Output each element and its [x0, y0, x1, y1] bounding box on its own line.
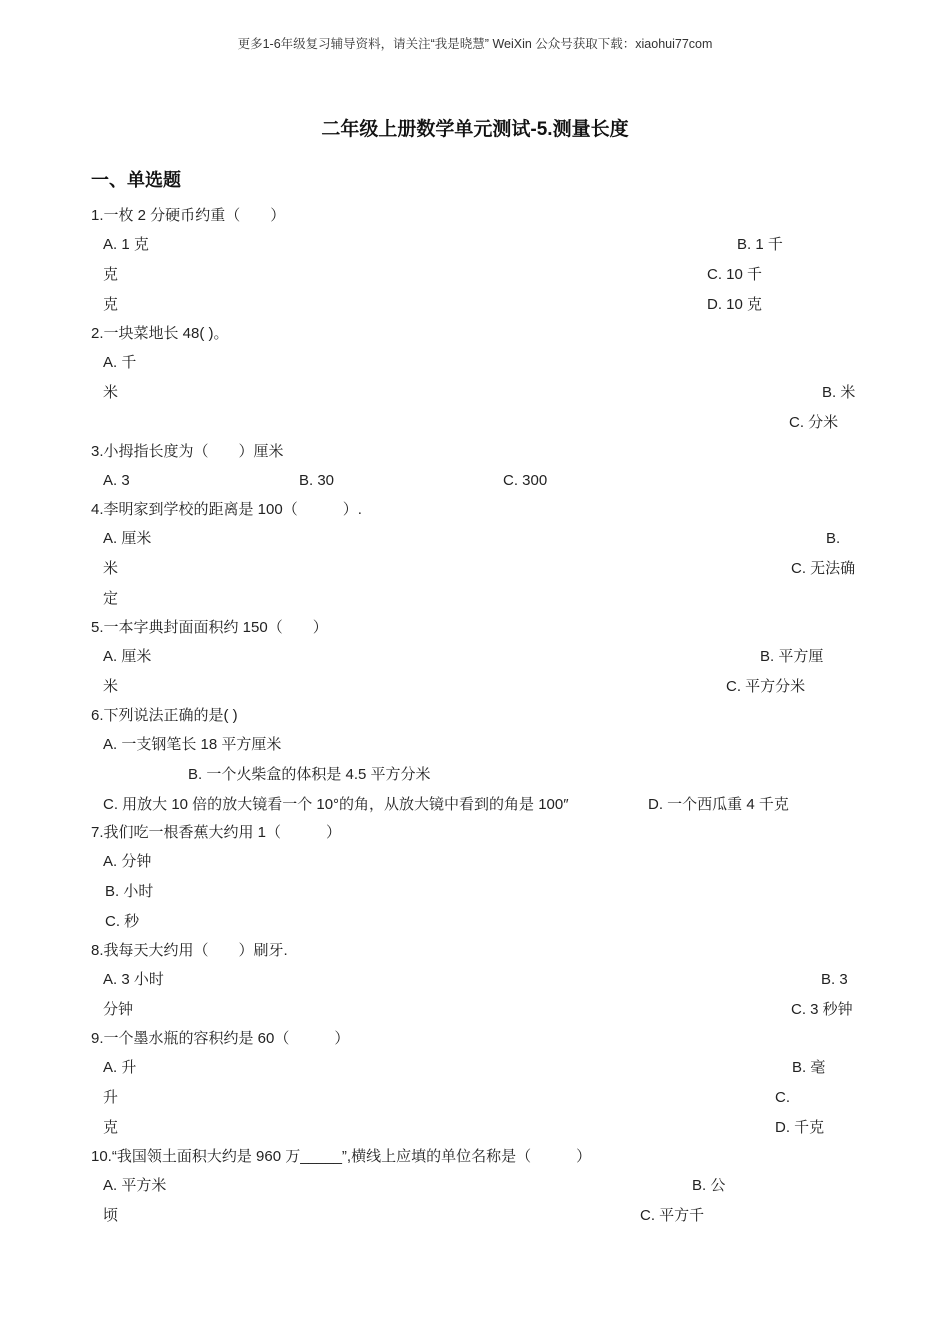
- option-text: C. 300: [503, 472, 548, 489]
- option-text: A. 厘米: [103, 648, 152, 665]
- option-text: A. 一支钢笔长 18 平方厘米: [103, 736, 282, 753]
- option-text: 米: [103, 384, 119, 401]
- option-text: C. 10 千: [707, 266, 763, 283]
- option-text: 米: [103, 560, 119, 577]
- option-text: C. 分米: [789, 414, 839, 431]
- option-text: A. 3 小时: [103, 971, 164, 988]
- option-text: B. 3: [821, 971, 848, 988]
- option-text: C. 秒: [105, 913, 140, 930]
- option-text: 克: [103, 296, 119, 313]
- option-text: A. 平方米: [103, 1177, 167, 1194]
- option-text: C. 用放大 10 倍的放大镜看一个 10°的角，从放大镜中看到的角是 100″: [103, 796, 569, 813]
- option-text: B. 公: [692, 1177, 726, 1194]
- option-text: B. 30: [299, 472, 335, 489]
- option-text: 克: [103, 1119, 119, 1136]
- option-text: A. 3: [103, 472, 130, 489]
- option-text: 分钟: [103, 1001, 134, 1018]
- option-text: B.: [826, 530, 841, 547]
- option-text: B. 平方厘: [760, 648, 824, 665]
- option-text: 克: [103, 266, 119, 283]
- option-text: 顷: [103, 1207, 119, 1224]
- option-text: C. 平方千: [640, 1207, 705, 1224]
- option-text: A. 厘米: [103, 530, 152, 547]
- option-text: B. 米: [822, 384, 856, 401]
- option-text: A. 分钟: [103, 853, 152, 870]
- option-text: C.: [775, 1089, 790, 1106]
- question-stem: 10.“我国领土面积大约是 960 万_____”,横线上应填的单位名称是（ ）: [91, 1148, 592, 1165]
- option-text: A. 千: [103, 354, 137, 371]
- question-stem: 2.一块菜地长 48( )。: [91, 325, 229, 342]
- option-text: 升: [103, 1089, 119, 1106]
- option-text: D. 一个西瓜重 4 千克: [648, 796, 789, 813]
- page-title: 二年级上册数学单元测试-5.测量长度: [321, 119, 629, 140]
- option-text: D. 千克: [775, 1119, 825, 1136]
- option-text: B. 小时: [105, 883, 154, 900]
- option-text: B. 1 千: [737, 236, 783, 253]
- question-stem: 7.我们吃一根香蕉大约用 1（ ）: [91, 824, 342, 841]
- option-text: C. 无法确: [791, 560, 856, 577]
- question-stem: 9.一个墨水瓶的容积约是 60（ ）: [91, 1030, 350, 1047]
- question-stem: 8.我每天大约用（ ）刷牙.: [91, 942, 288, 959]
- question-stem: 5.一本字典封面面积约 150（ ）: [91, 619, 328, 636]
- question-stem: 6.下列说法正确的是( ): [91, 707, 238, 724]
- option-text: D. 10 克: [707, 296, 763, 313]
- option-text: 定: [103, 590, 119, 607]
- question-stem: 4.李明家到学校的距离是 100（ ）.: [91, 501, 362, 518]
- question-stem: 3.小拇指长度为（ ）厘米: [91, 443, 284, 460]
- option-text: 米: [103, 678, 119, 695]
- option-text: B. 一个火柴盒的体积是 4.5 平方分米: [188, 766, 431, 783]
- section-title: 一、单选题: [91, 170, 181, 190]
- option-text: A. 1 克: [103, 236, 149, 253]
- option-text: B. 毫: [792, 1059, 826, 1076]
- option-text: C. 3 秒钟: [791, 1001, 853, 1018]
- option-text: A. 升: [103, 1059, 137, 1076]
- option-text: C. 平方分米: [726, 678, 806, 695]
- question-stem: 1.一枚 2 分硬币约重（ ）: [91, 207, 286, 224]
- header-note: 更多1-6年级复习辅导资料，请关注“我是晓慧” WeiXin 公众号获取下载：xiaohui77com: [237, 37, 713, 51]
